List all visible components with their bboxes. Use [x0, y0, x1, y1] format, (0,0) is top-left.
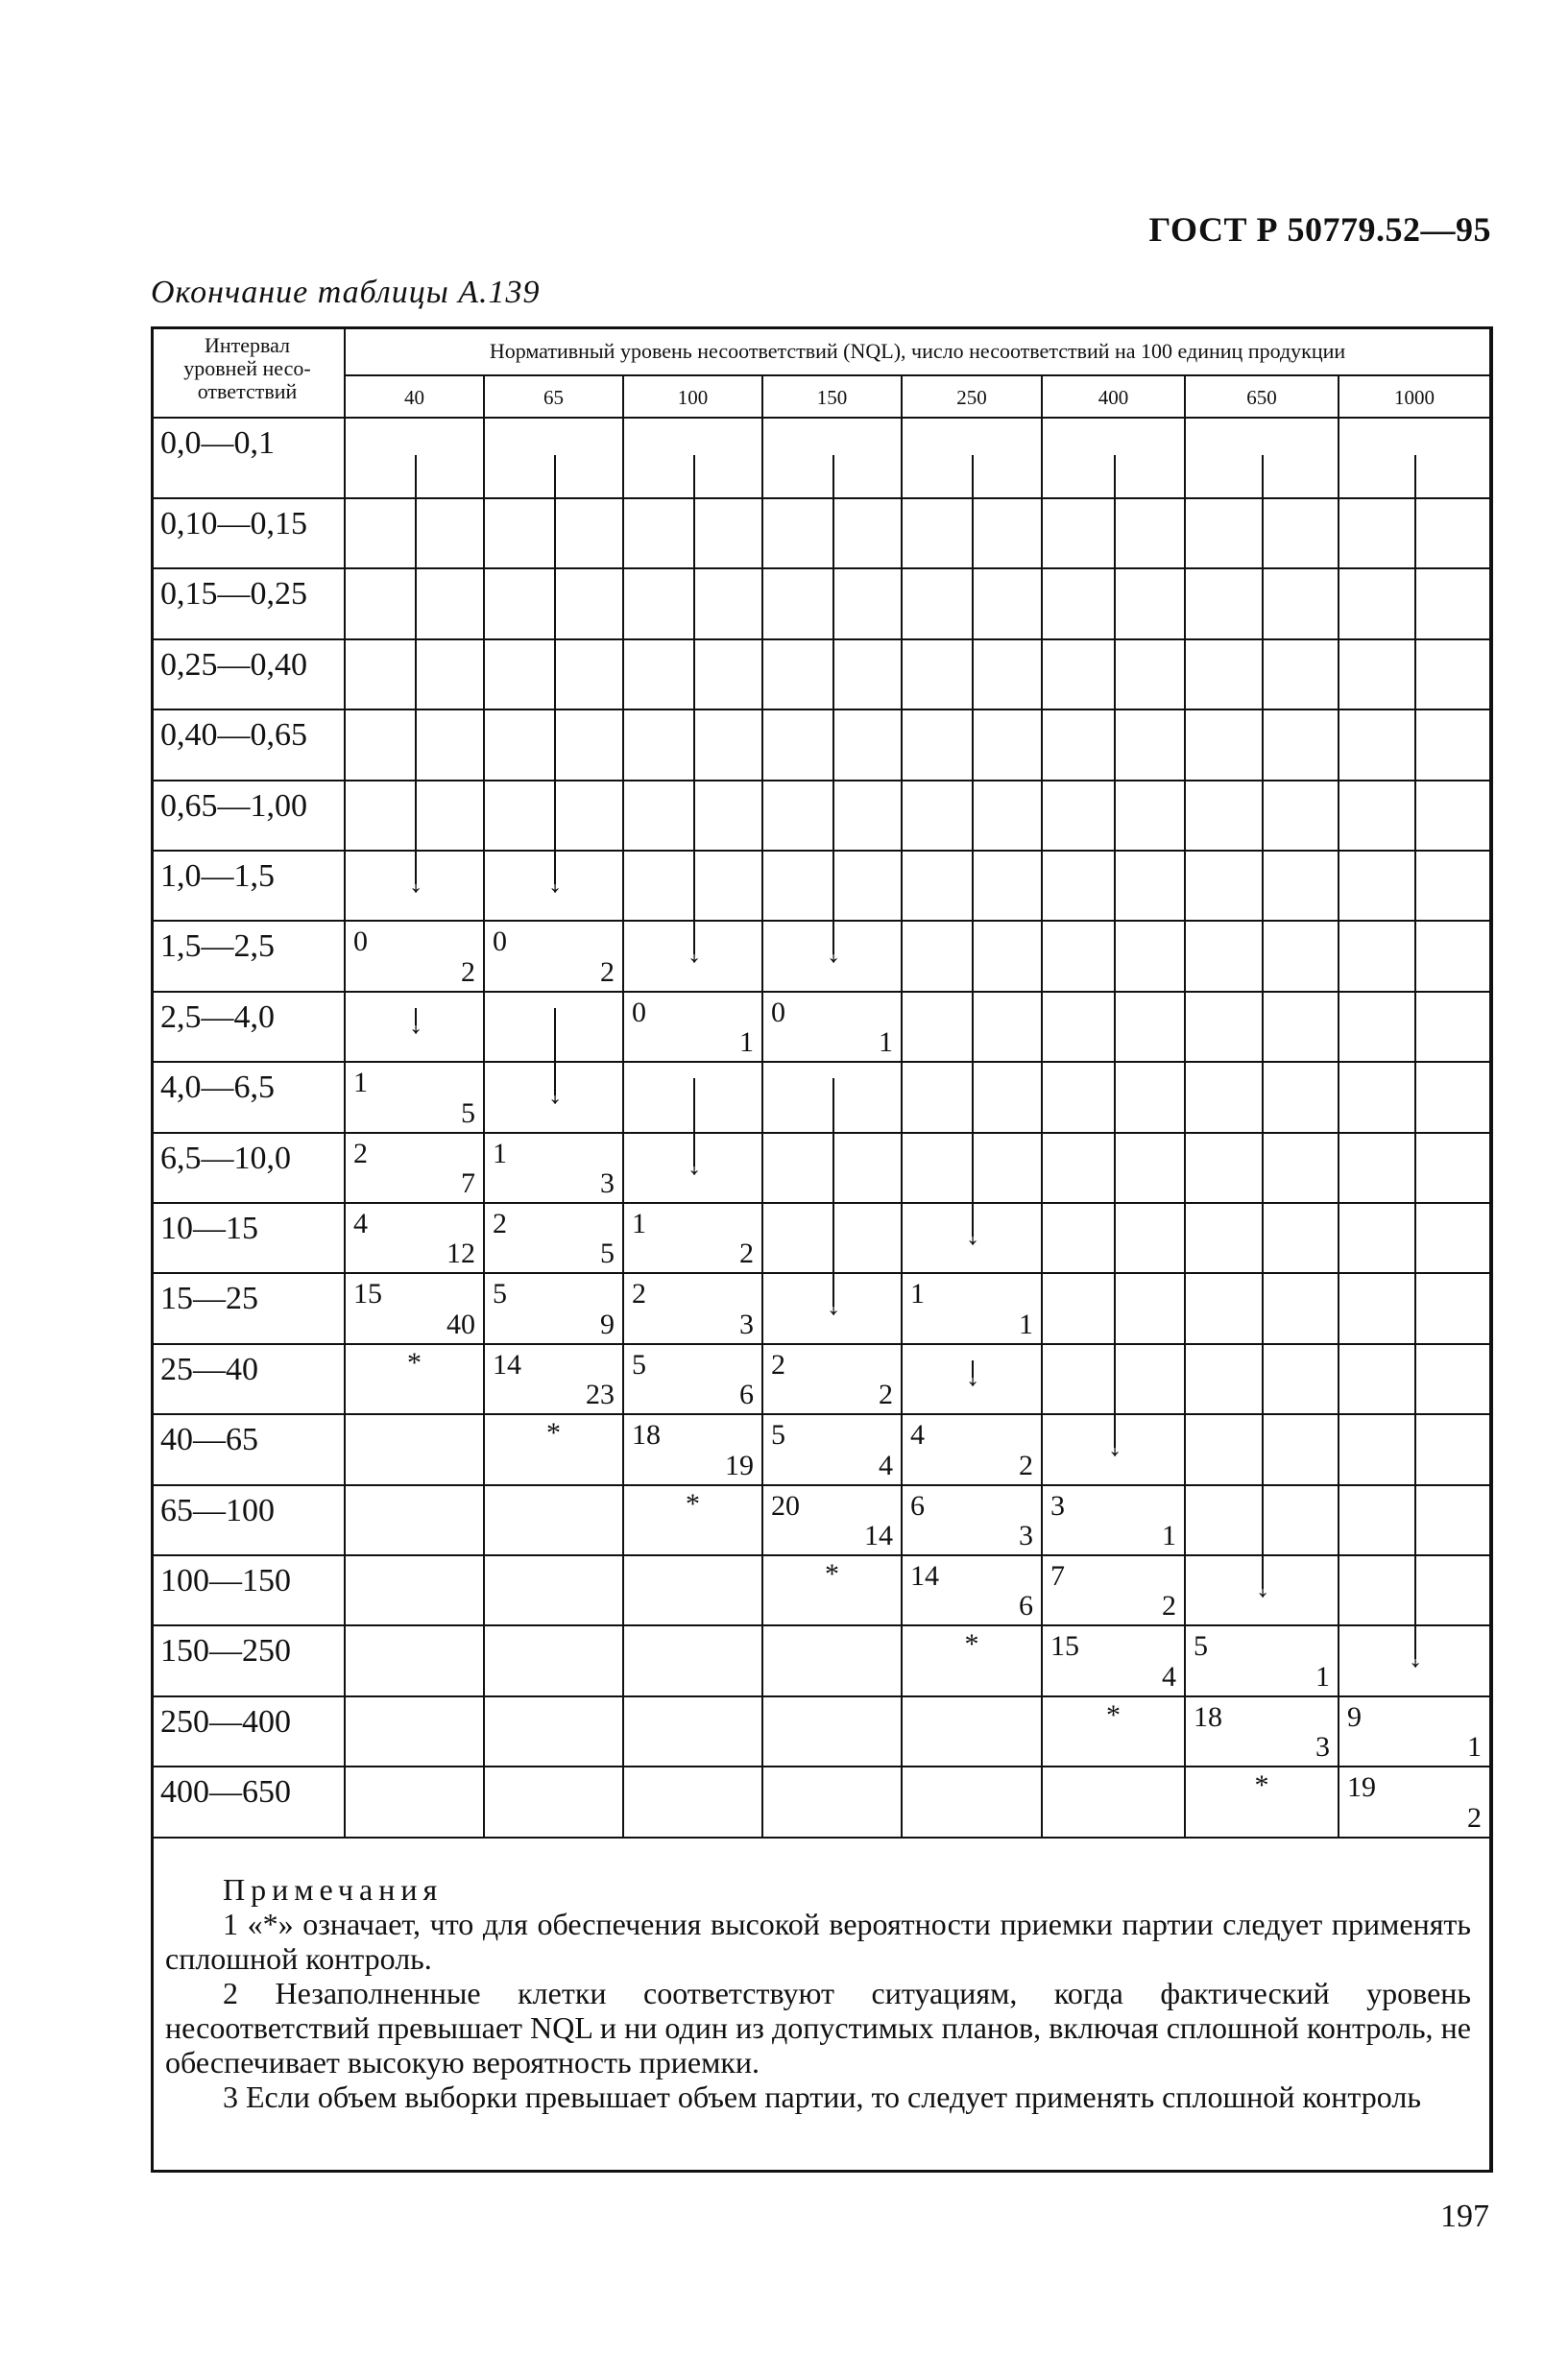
table-cell [903, 1415, 1043, 1486]
row-label: 10—15 [160, 1211, 258, 1246]
arrow-line [1114, 499, 1116, 569]
arrow-line [1414, 1345, 1416, 1415]
table-cell [346, 1345, 485, 1415]
table-cell [485, 1556, 624, 1626]
down-arrow-icon: ↓ [965, 1219, 980, 1251]
column-header-40 [346, 376, 485, 419]
arrow-line [832, 1134, 834, 1204]
table-cell [903, 1626, 1043, 1697]
corner-header-line: Интервал [204, 333, 291, 357]
cell-number-bottom: 6 [1019, 1590, 1033, 1622]
table-cell [1186, 1767, 1339, 1839]
asterisk-mark: * [686, 1488, 700, 1520]
arrow-line [1114, 1204, 1116, 1274]
arrow-line [1414, 1486, 1416, 1556]
notes-block [165, 1872, 1471, 2114]
cell-number-top: 1 [353, 1067, 368, 1098]
arrow-line [832, 852, 834, 922]
arrow-line [1414, 710, 1416, 781]
table-cell [624, 1345, 763, 1415]
cell-number-top: 18 [1194, 1701, 1222, 1733]
cell-number-bottom: 2 [461, 956, 475, 988]
table-cell [346, 1556, 485, 1626]
table-cell [485, 1767, 624, 1839]
row-label: 1,0—1,5 [160, 858, 275, 894]
cell-number-bottom: 3 [739, 1309, 754, 1340]
row-label-cell [151, 1697, 346, 1767]
arrow-line [1262, 852, 1264, 922]
cell-number-bottom: 1 [1467, 1731, 1482, 1763]
arrow-line [1114, 993, 1116, 1063]
cell-number-top: 4 [910, 1419, 925, 1451]
arrow-line [693, 1078, 695, 1134]
arrow-line [554, 499, 556, 569]
cell-number-top: 9 [1347, 1701, 1362, 1733]
arrow-line [693, 852, 695, 922]
arrow-line [832, 781, 834, 852]
arrow-line [1114, 710, 1116, 781]
cell-number-bottom: 2 [1019, 1450, 1033, 1481]
row-label: 15—25 [160, 1281, 258, 1316]
table-cell [624, 993, 763, 1063]
table-cell [624, 1415, 763, 1486]
down-arrow-icon: ↓ [1255, 1572, 1270, 1603]
arrow-line [693, 455, 695, 499]
down-arrow-icon: ↓ [687, 937, 702, 969]
cell-number-top: 14 [910, 1560, 939, 1592]
table-cell [346, 1274, 485, 1345]
row-label-cell [151, 499, 346, 569]
table-cell [903, 1274, 1043, 1345]
arrow-line [415, 499, 417, 569]
cell-number-bottom: 4 [879, 1450, 893, 1481]
note-2: 2 Незаполненные клетки соответствуют ситуациям, когда фактический уровень несоответствий превышает NQL и ни один из допустимых планов, включая сплошной контроль, не обеспечивает высокую вероятность приемки. [165, 1976, 1471, 2079]
down-arrow-icon: ↓ [687, 1149, 702, 1181]
asterisk-mark: * [1106, 1699, 1121, 1731]
row-label-cell [151, 993, 346, 1063]
corner-header-cell [151, 326, 346, 419]
arrow-line [415, 710, 417, 781]
arrow-line [1414, 993, 1416, 1063]
cell-number-bottom: 1 [739, 1026, 754, 1058]
arrow-line [1262, 1204, 1264, 1274]
cell-number-bottom: 3 [1315, 1731, 1330, 1763]
table-cell [485, 1345, 624, 1415]
down-arrow-icon: ↓ [1408, 1642, 1423, 1673]
cell-number-top: 2 [771, 1349, 785, 1381]
row-label-cell [151, 1767, 346, 1839]
cell-number-bottom: 1 [1162, 1520, 1176, 1551]
column-header-label: 1000 [1394, 386, 1435, 409]
arrow-line [972, 569, 974, 640]
down-arrow-icon: ↓ [547, 867, 563, 899]
column-header-label: 250 [956, 386, 987, 409]
arrow-line [832, 710, 834, 781]
cell-number-top: 3 [1050, 1490, 1065, 1522]
cell-number-top: 2 [632, 1278, 646, 1310]
row-label-cell [151, 569, 346, 640]
cell-number-bottom: 14 [864, 1520, 893, 1551]
cell-number-top: 5 [632, 1349, 646, 1381]
group-header-cell [346, 326, 1491, 376]
arrow-line [693, 499, 695, 569]
asterisk-mark: * [546, 1417, 561, 1449]
arrow-line [1262, 569, 1264, 640]
cell-number-bottom: 40 [446, 1309, 475, 1340]
cell-number-bottom: 9 [600, 1309, 615, 1340]
cell-number-top: 18 [632, 1419, 661, 1451]
row-label: 150—250 [160, 1633, 291, 1669]
arrow-line [1114, 1274, 1116, 1345]
table-cell [1043, 1697, 1186, 1767]
table-cell [346, 1697, 485, 1767]
cell-number-top: 5 [493, 1278, 507, 1310]
table-cell [903, 1697, 1043, 1767]
down-arrow-icon: ↓ [408, 867, 423, 899]
note-1: 1 «*» означает, что для обеспечения высокой вероятности приемки партии следует применять сплошной контроль. [165, 1907, 1471, 1976]
cell-number-top: 5 [1194, 1630, 1208, 1662]
arrow-line [1262, 1063, 1264, 1134]
arrow-line [1414, 1274, 1416, 1345]
cell-number-bottom: 1 [1315, 1661, 1330, 1693]
arrow-line [415, 569, 417, 640]
row-label: 0,0—0,1 [160, 425, 275, 461]
note-3: 3 Если объем выборки превышает объем партии, то следует применять сплошной контроль [223, 2079, 1421, 2114]
table-cell [763, 1626, 903, 1697]
table-cell [624, 1626, 763, 1697]
row-label-cell [151, 1274, 346, 1345]
arrow-line [693, 710, 695, 781]
row-label: 65—100 [160, 1493, 275, 1528]
cell-number-bottom: 12 [446, 1238, 475, 1269]
arrow-line [1414, 1556, 1416, 1626]
arrow-line [1262, 781, 1264, 852]
arrow-line [554, 569, 556, 640]
arrow-line [1414, 640, 1416, 710]
row-label-cell [151, 781, 346, 852]
arrow-line [1114, 1345, 1116, 1415]
cell-number-bottom: 3 [600, 1167, 615, 1199]
table-caption: Окончание таблицы А.139 [151, 275, 541, 310]
cell-number-top: 0 [632, 997, 646, 1028]
column-header-100 [624, 376, 763, 419]
arrow-line [415, 455, 417, 499]
cell-number-bottom: 2 [739, 1238, 754, 1269]
cell-number-top: 5 [771, 1419, 785, 1451]
row-label-cell [151, 1204, 346, 1274]
arrow-line [832, 1204, 834, 1274]
table-cell [346, 922, 485, 993]
cell-number-bottom: 3 [1019, 1520, 1033, 1551]
table-cell [624, 1486, 763, 1556]
row-label-cell [151, 1063, 346, 1134]
arrow-line [1414, 1415, 1416, 1486]
row-label-cell [151, 852, 346, 922]
column-header-400 [1043, 376, 1186, 419]
table-cell [485, 1697, 624, 1767]
row-label-cell [151, 1486, 346, 1556]
cell-number-top: 0 [353, 926, 368, 957]
row-label: 0,40—0,65 [160, 717, 307, 753]
arrow-line [1114, 455, 1116, 499]
group-header: Нормативный уровень несоответствий (NQL), число несоответствий на 100 единиц продукции [489, 339, 1346, 363]
arrow-line [832, 569, 834, 640]
arrow-line [554, 640, 556, 710]
row-label-cell [151, 1415, 346, 1486]
table-cell [346, 1767, 485, 1839]
arrow-line [972, 1134, 974, 1204]
arrow-line [693, 569, 695, 640]
table-cell [485, 922, 624, 993]
cell-number-top: 15 [353, 1278, 382, 1310]
row-label: 400—650 [160, 1774, 291, 1810]
arrow-line [1262, 640, 1264, 710]
arrow-line [972, 993, 974, 1063]
cell-number-top: 2 [493, 1208, 507, 1239]
arrow-line [1414, 852, 1416, 922]
row-label: 0,10—0,15 [160, 506, 307, 541]
row-label: 1,5—2,5 [160, 928, 275, 964]
table-cell [346, 1204, 485, 1274]
arrow-line [1414, 1204, 1416, 1274]
table-cell [485, 1626, 624, 1697]
arrow-line [972, 455, 974, 499]
corner-header-line: ответствий [197, 379, 298, 403]
table-cell [485, 1134, 624, 1204]
arrow-line [972, 1063, 974, 1134]
arrow-line [1262, 1486, 1264, 1556]
standard-code: ГОСТ Р 50779.52—95 [1148, 210, 1491, 249]
asterisk-mark: * [407, 1347, 422, 1379]
cell-number-top: 0 [771, 997, 785, 1028]
table-cell [763, 1415, 903, 1486]
arrow-line [693, 781, 695, 852]
arrow-line [1414, 1063, 1416, 1134]
arrow-line [1114, 569, 1116, 640]
table-cell [763, 1486, 903, 1556]
cell-number-bottom: 2 [1467, 1802, 1482, 1834]
row-label: 0,65—1,00 [160, 788, 307, 824]
cell-number-top: 1 [493, 1138, 507, 1169]
table-cell [624, 1767, 763, 1839]
cell-number-bottom: 1 [1019, 1309, 1033, 1340]
row-label: 25—40 [160, 1352, 258, 1387]
cell-number-top: 19 [1347, 1771, 1376, 1803]
arrow-line [1262, 922, 1264, 993]
cell-number-bottom: 6 [739, 1379, 754, 1410]
cell-number-top: 15 [1050, 1630, 1079, 1662]
cell-number-bottom: 2 [1162, 1590, 1176, 1622]
table-cell [903, 1556, 1043, 1626]
table-cell [624, 1204, 763, 1274]
row-label-cell [151, 640, 346, 710]
row-label-cell [151, 1134, 346, 1204]
cell-number-top: 7 [1050, 1560, 1065, 1592]
cell-number-bottom: 5 [461, 1097, 475, 1129]
arrow-line [1262, 455, 1264, 499]
row-label: 250—400 [160, 1704, 291, 1740]
arrow-line [554, 781, 556, 852]
arrow-line [832, 499, 834, 569]
cell-number-top: 6 [910, 1490, 925, 1522]
asterisk-mark: * [964, 1628, 979, 1660]
row-label-cell [151, 922, 346, 993]
table-cell [1186, 1626, 1339, 1697]
cell-number-top: 14 [493, 1349, 521, 1381]
cell-number-bottom: 19 [725, 1450, 754, 1481]
table-cell [1043, 1556, 1186, 1626]
table-cell [485, 1274, 624, 1345]
table-cell [624, 1274, 763, 1345]
row-label-cell [151, 1345, 346, 1415]
arrow-line [554, 1008, 556, 1063]
arrow-line [415, 640, 417, 710]
page-number: 197 [1440, 2199, 1489, 2234]
column-header-150 [763, 376, 903, 419]
notes-title: Примечания [223, 1872, 444, 1907]
table-cell [763, 1697, 903, 1767]
arrow-line [972, 710, 974, 781]
arrow-line [1262, 993, 1264, 1063]
column-header-label: 65 [543, 386, 564, 409]
table-cell [485, 1204, 624, 1274]
column-header-65 [485, 376, 624, 419]
arrow-line [972, 640, 974, 710]
table-cell [1186, 1697, 1339, 1767]
arrow-line [1414, 922, 1416, 993]
asterisk-mark: * [1254, 1769, 1269, 1801]
table-cell [624, 1697, 763, 1767]
row-label-cell [151, 419, 346, 499]
table-cell [1043, 1486, 1186, 1556]
column-header-label: 40 [404, 386, 424, 409]
down-arrow-icon: ↓ [965, 1360, 980, 1392]
table-cell [1043, 1767, 1186, 1839]
down-arrow-icon: ↓ [1107, 1430, 1122, 1462]
cell-number-bottom: 23 [586, 1379, 615, 1410]
arrow-line [832, 455, 834, 499]
row-label: 4,0—6,5 [160, 1070, 275, 1105]
arrow-line [1114, 781, 1116, 852]
arrow-line [1414, 569, 1416, 640]
down-arrow-icon: ↓ [547, 1078, 563, 1110]
row-label-cell [151, 1626, 346, 1697]
table-cell [624, 1556, 763, 1626]
asterisk-mark: * [825, 1558, 839, 1590]
arrow-line [832, 640, 834, 710]
arrow-line [1414, 1134, 1416, 1204]
cell-number-bottom: 2 [879, 1379, 893, 1410]
arrow-line [415, 781, 417, 852]
arrow-line [1262, 1345, 1264, 1415]
table-cell [1043, 1626, 1186, 1697]
row-label: 0,25—0,40 [160, 647, 307, 683]
arrow-line [1114, 1134, 1116, 1204]
column-header-label: 650 [1246, 386, 1277, 409]
table-cell [903, 1486, 1043, 1556]
table-cell [485, 1486, 624, 1556]
row-label: 2,5—4,0 [160, 999, 275, 1035]
arrow-line [972, 499, 974, 569]
table-cell [763, 993, 903, 1063]
arrow-line [972, 781, 974, 852]
row-label: 6,5—10,0 [160, 1141, 291, 1176]
row-label: 100—150 [160, 1563, 291, 1599]
cell-number-bottom: 7 [461, 1167, 475, 1199]
table-cell [763, 1556, 903, 1626]
arrow-line [1262, 1274, 1264, 1345]
column-header-650 [1186, 376, 1339, 419]
cell-number-top: 1 [632, 1208, 646, 1239]
arrow-line [554, 455, 556, 499]
cell-number-top: 0 [493, 926, 507, 957]
row-label-cell [151, 1556, 346, 1626]
row-label: 40—65 [160, 1422, 258, 1457]
arrow-line [1114, 922, 1116, 993]
row-label-cell [151, 710, 346, 781]
corner-header-line: уровней несо- [183, 356, 311, 380]
arrow-line [554, 710, 556, 781]
down-arrow-icon: ↓ [826, 937, 841, 969]
arrow-line [1414, 781, 1416, 852]
arrow-line [972, 922, 974, 993]
arrow-line [1262, 1415, 1264, 1486]
down-arrow-icon: ↓ [826, 1289, 841, 1321]
column-header-label: 150 [816, 386, 848, 409]
table-cell [1339, 1767, 1491, 1839]
arrow-line [1114, 852, 1116, 922]
arrow-line [1262, 1134, 1264, 1204]
cell-number-top: 1 [910, 1278, 925, 1310]
arrow-line [1414, 455, 1416, 499]
table-cell [1339, 1697, 1491, 1767]
arrow-line [1414, 499, 1416, 569]
table-cell [903, 1767, 1043, 1839]
cell-number-bottom: 4 [1162, 1661, 1176, 1693]
table-cell [346, 1626, 485, 1697]
arrow-line [832, 1078, 834, 1134]
cell-number-top: 4 [353, 1208, 368, 1239]
table-cell [346, 1134, 485, 1204]
column-header-label: 100 [677, 386, 709, 409]
cell-number-top: 2 [353, 1138, 368, 1169]
down-arrow-icon: ↓ [408, 1008, 423, 1040]
table-cell [346, 1486, 485, 1556]
column-header-250 [903, 376, 1043, 419]
arrow-line [972, 852, 974, 922]
cell-number-bottom: 5 [600, 1238, 615, 1269]
table-cell [485, 1415, 624, 1486]
arrow-line [693, 640, 695, 710]
row-label: 0,15—0,25 [160, 576, 307, 612]
arrow-line [1262, 710, 1264, 781]
arrow-line [1114, 1063, 1116, 1134]
arrow-line [1262, 499, 1264, 569]
cell-number-bottom: 1 [879, 1026, 893, 1058]
table-cell [346, 1415, 485, 1486]
column-header-1000 [1339, 376, 1491, 419]
table-cell [346, 1063, 485, 1134]
cell-number-top: 20 [771, 1490, 800, 1522]
cell-number-bottom: 2 [600, 956, 615, 988]
column-header-label: 400 [1098, 386, 1129, 409]
table-cell [763, 1345, 903, 1415]
arrow-line [1114, 640, 1116, 710]
table-cell [763, 1767, 903, 1839]
